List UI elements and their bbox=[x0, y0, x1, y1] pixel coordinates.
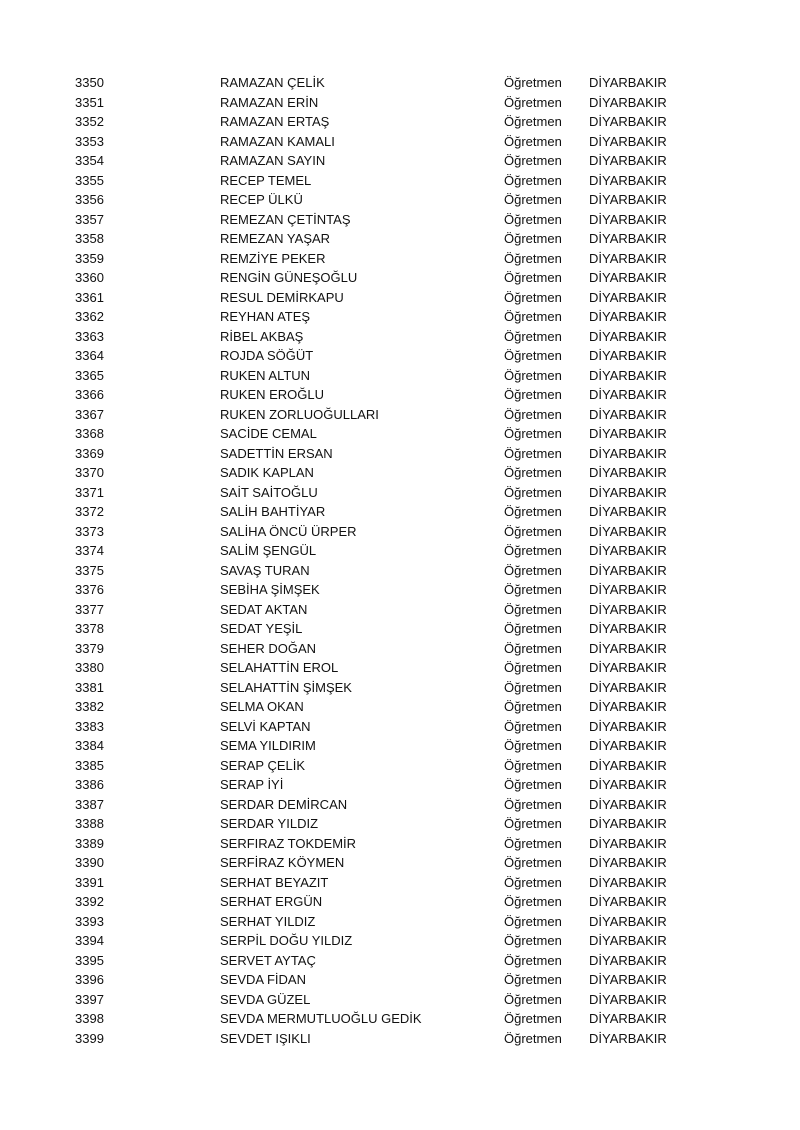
occupation: Öğretmen bbox=[504, 738, 562, 753]
row-number: 3387 bbox=[75, 796, 104, 812]
occupation: Öğretmen bbox=[504, 855, 562, 870]
occupation: Öğretmen bbox=[504, 1030, 562, 1046]
occupation: Öğretmen bbox=[504, 192, 562, 207]
occupation: Öğretmen bbox=[504, 328, 562, 344]
list-row bbox=[0, 307, 800, 327]
person-name: SADETTİN ERSAN bbox=[220, 445, 333, 461]
row-number: 3356 bbox=[75, 192, 104, 207]
person-name: SERFIRAZ TOKDEMİR bbox=[220, 835, 357, 851]
city: DİYARBAKIR bbox=[589, 874, 667, 890]
list-row bbox=[0, 717, 800, 737]
list-row bbox=[0, 853, 800, 873]
city: DİYARBAKIR bbox=[589, 465, 667, 480]
occupation: Öğretmen bbox=[504, 601, 562, 617]
person-name: REMZİYE PEKER bbox=[220, 250, 326, 266]
occupation: Öğretmen bbox=[504, 835, 562, 851]
person-name: REMEZAN ÇETİNTAŞ bbox=[220, 211, 351, 227]
city: DİYARBAKIR bbox=[589, 114, 667, 129]
row-number: 3353 bbox=[75, 133, 104, 149]
list-row bbox=[0, 502, 800, 522]
row-number: 3366 bbox=[75, 387, 104, 402]
occupation: Öğretmen bbox=[504, 621, 562, 636]
row-number: 3395 bbox=[75, 952, 104, 968]
row-number: 3396 bbox=[75, 972, 104, 987]
occupation: Öğretmen bbox=[504, 718, 562, 734]
city: DİYARBAKIR bbox=[589, 231, 667, 246]
list-row bbox=[0, 132, 800, 152]
occupation: Öğretmen bbox=[504, 133, 562, 149]
occupation: Öğretmen bbox=[504, 757, 562, 773]
occupation: Öğretmen bbox=[504, 582, 562, 597]
person-name: ROJDA SÖĞÜT bbox=[220, 348, 314, 363]
list-row bbox=[0, 405, 800, 425]
row-number: 3392 bbox=[75, 894, 104, 909]
person-name: RAMAZAN KAMALI bbox=[220, 133, 335, 149]
list-row bbox=[0, 697, 800, 717]
city: DİYARBAKIR bbox=[589, 367, 667, 383]
row-number: 3361 bbox=[75, 289, 104, 305]
row-number: 3376 bbox=[75, 582, 104, 597]
occupation: Öğretmen bbox=[504, 660, 562, 675]
occupation: Öğretmen bbox=[504, 699, 562, 714]
list-row bbox=[0, 249, 800, 269]
list-row bbox=[0, 327, 800, 347]
city: DİYARBAKIR bbox=[589, 387, 667, 402]
occupation: Öğretmen bbox=[504, 114, 562, 129]
city: DİYARBAKIR bbox=[589, 894, 667, 909]
list-row bbox=[0, 814, 800, 834]
list-row bbox=[0, 756, 800, 776]
city: DİYARBAKIR bbox=[589, 172, 667, 188]
occupation: Öğretmen bbox=[504, 172, 562, 188]
person-name: SEVDET IŞIKLI bbox=[220, 1030, 311, 1046]
occupation: Öğretmen bbox=[504, 816, 562, 831]
person-name: SALİH BAHTİYAR bbox=[220, 504, 326, 519]
occupation: Öğretmen bbox=[504, 445, 562, 461]
person-name: SERDAR YILDIZ bbox=[220, 816, 319, 831]
row-number: 3355 bbox=[75, 172, 104, 188]
city: DİYARBAKIR bbox=[589, 601, 667, 617]
row-number: 3389 bbox=[75, 835, 104, 851]
row-number: 3381 bbox=[75, 679, 104, 695]
occupation: Öğretmen bbox=[504, 309, 562, 324]
list-row bbox=[0, 463, 800, 483]
occupation: Öğretmen bbox=[504, 250, 562, 266]
person-name: SERAP ÇELİK bbox=[220, 757, 306, 773]
row-number: 3352 bbox=[75, 114, 104, 129]
row-number: 3390 bbox=[75, 855, 104, 870]
person-name: SEMA YILDIRIM bbox=[220, 738, 316, 753]
occupation: Öğretmen bbox=[504, 348, 562, 363]
row-number: 3388 bbox=[75, 816, 104, 831]
row-number: 3378 bbox=[75, 621, 104, 636]
row-number: 3358 bbox=[75, 231, 104, 246]
city: DİYARBAKIR bbox=[589, 426, 667, 441]
person-name: RAMAZAN ÇELİK bbox=[220, 75, 325, 90]
row-number: 3377 bbox=[75, 601, 104, 617]
row-number: 3398 bbox=[75, 1011, 104, 1026]
person-name: SAVAŞ TURAN bbox=[220, 562, 310, 578]
row-number: 3397 bbox=[75, 991, 104, 1007]
row-number: 3384 bbox=[75, 738, 104, 753]
occupation: Öğretmen bbox=[504, 679, 562, 695]
list-row bbox=[0, 424, 800, 444]
row-number: 3365 bbox=[75, 367, 104, 383]
person-name: RUKEN ALTUN bbox=[220, 367, 311, 383]
person-name: SERHAT YILDIZ bbox=[220, 913, 316, 929]
occupation: Öğretmen bbox=[504, 933, 562, 948]
person-name: SERPİL DOĞU YILDIZ bbox=[220, 933, 353, 948]
list-row bbox=[0, 112, 800, 132]
person-name: SALİM ŞENGÜL bbox=[220, 543, 317, 558]
row-number: 3399 bbox=[75, 1030, 104, 1046]
city: DİYARBAKIR bbox=[589, 543, 667, 558]
list-row bbox=[0, 873, 800, 893]
occupation: Öğretmen bbox=[504, 406, 562, 422]
city: DİYARBAKIR bbox=[589, 309, 667, 324]
row-number: 3351 bbox=[75, 94, 104, 110]
list-row bbox=[0, 795, 800, 815]
occupation: Öğretmen bbox=[504, 426, 562, 441]
occupation: Öğretmen bbox=[504, 1011, 562, 1026]
person-name: RESUL DEMİRKAPU bbox=[220, 289, 344, 305]
person-name: SELMA OKAN bbox=[220, 699, 304, 714]
list-row bbox=[0, 385, 800, 405]
row-number: 3393 bbox=[75, 913, 104, 929]
list-row bbox=[0, 190, 800, 210]
row-number: 3385 bbox=[75, 757, 104, 773]
row-number: 3363 bbox=[75, 328, 104, 344]
person-name: RECEP TEMEL bbox=[220, 172, 312, 188]
city: DİYARBAKIR bbox=[589, 718, 667, 734]
city: DİYARBAKIR bbox=[589, 913, 667, 929]
document-list bbox=[0, 73, 800, 1048]
list-row bbox=[0, 522, 800, 542]
occupation: Öğretmen bbox=[504, 796, 562, 812]
occupation: Öğretmen bbox=[504, 270, 562, 285]
city: DİYARBAKIR bbox=[589, 289, 667, 305]
list-row bbox=[0, 619, 800, 639]
list-row bbox=[0, 912, 800, 932]
list-row bbox=[0, 970, 800, 990]
row-number: 3357 bbox=[75, 211, 104, 227]
city: DİYARBAKIR bbox=[589, 796, 667, 812]
city: DİYARBAKIR bbox=[589, 406, 667, 422]
person-name: SERHAT BEYAZIT bbox=[220, 874, 329, 890]
row-number: 3379 bbox=[75, 640, 104, 656]
city: DİYARBAKIR bbox=[589, 504, 667, 519]
list-row bbox=[0, 210, 800, 230]
occupation: Öğretmen bbox=[504, 367, 562, 383]
person-name: SERFİRAZ KÖYMEN bbox=[220, 855, 345, 870]
row-number: 3367 bbox=[75, 406, 104, 422]
person-name: SERDAR DEMİRCAN bbox=[220, 796, 348, 812]
list-row bbox=[0, 639, 800, 659]
person-name: RAMAZAN SAYIN bbox=[220, 153, 326, 168]
row-number: 3382 bbox=[75, 699, 104, 714]
city: DİYARBAKIR bbox=[589, 484, 667, 500]
occupation: Öğretmen bbox=[504, 543, 562, 558]
occupation: Öğretmen bbox=[504, 289, 562, 305]
occupation: Öğretmen bbox=[504, 465, 562, 480]
row-number: 3369 bbox=[75, 445, 104, 461]
list-row bbox=[0, 600, 800, 620]
row-number: 3360 bbox=[75, 270, 104, 285]
person-name: SEVDA MERMUTLUOĞLU GEDİK bbox=[220, 1011, 422, 1026]
occupation: Öğretmen bbox=[504, 874, 562, 890]
list-row bbox=[0, 444, 800, 464]
person-name: RAMAZAN ERİN bbox=[220, 94, 319, 110]
occupation: Öğretmen bbox=[504, 523, 562, 539]
person-name: RİBEL AKBAŞ bbox=[220, 328, 304, 344]
person-name: SAİT SAİTOĞLU bbox=[220, 484, 318, 500]
city: DİYARBAKIR bbox=[589, 699, 667, 714]
row-number: 3373 bbox=[75, 523, 104, 539]
list-row bbox=[0, 171, 800, 191]
list-row bbox=[0, 658, 800, 678]
city: DİYARBAKIR bbox=[589, 1030, 667, 1046]
list-row bbox=[0, 892, 800, 912]
occupation: Öğretmen bbox=[504, 484, 562, 500]
occupation: Öğretmen bbox=[504, 777, 562, 792]
person-name: REMEZAN YAŞAR bbox=[220, 231, 331, 246]
occupation: Öğretmen bbox=[504, 913, 562, 929]
person-name: SELAHATTİN EROL bbox=[220, 660, 339, 675]
city: DİYARBAKIR bbox=[589, 816, 667, 831]
city: DİYARBAKIR bbox=[589, 621, 667, 636]
person-name: RECEP ÜLKÜ bbox=[220, 192, 303, 207]
occupation: Öğretmen bbox=[504, 211, 562, 227]
occupation: Öğretmen bbox=[504, 952, 562, 968]
person-name: SEHER DOĞAN bbox=[220, 640, 317, 656]
list-row bbox=[0, 951, 800, 971]
occupation: Öğretmen bbox=[504, 562, 562, 578]
row-number: 3368 bbox=[75, 426, 104, 441]
city: DİYARBAKIR bbox=[589, 75, 667, 90]
list-row bbox=[0, 834, 800, 854]
list-row bbox=[0, 580, 800, 600]
row-number: 3372 bbox=[75, 504, 104, 519]
city: DİYARBAKIR bbox=[589, 777, 667, 792]
person-name: SEDAT YEŞİL bbox=[220, 621, 303, 636]
occupation: Öğretmen bbox=[504, 991, 562, 1007]
row-number: 3370 bbox=[75, 465, 104, 480]
list-row bbox=[0, 93, 800, 113]
occupation: Öğretmen bbox=[504, 153, 562, 168]
city: DİYARBAKIR bbox=[589, 738, 667, 753]
occupation: Öğretmen bbox=[504, 640, 562, 656]
city: DİYARBAKIR bbox=[589, 1011, 667, 1026]
occupation: Öğretmen bbox=[504, 894, 562, 909]
list-row bbox=[0, 561, 800, 581]
list-row bbox=[0, 229, 800, 249]
row-number: 3350 bbox=[75, 75, 104, 90]
city: DİYARBAKIR bbox=[589, 250, 667, 266]
city: DİYARBAKIR bbox=[589, 757, 667, 773]
person-name: SELAHATTİN ŞİMŞEK bbox=[220, 679, 352, 695]
city: DİYARBAKIR bbox=[589, 952, 667, 968]
row-number: 3364 bbox=[75, 348, 104, 363]
list-row bbox=[0, 366, 800, 386]
person-name: SEVDA FİDAN bbox=[220, 972, 306, 987]
city: DİYARBAKIR bbox=[589, 270, 667, 285]
city: DİYARBAKIR bbox=[589, 835, 667, 851]
row-number: 3374 bbox=[75, 543, 104, 558]
list-row bbox=[0, 1029, 800, 1049]
person-name: RUKEN ZORLUOĞULLARI bbox=[220, 406, 379, 422]
list-row bbox=[0, 990, 800, 1010]
person-name: SEDAT AKTAN bbox=[220, 601, 308, 617]
city: DİYARBAKIR bbox=[589, 679, 667, 695]
person-name: SEVDA GÜZEL bbox=[220, 991, 311, 1007]
list-row bbox=[0, 541, 800, 561]
person-name: SALİHA ÖNCÜ ÜRPER bbox=[220, 523, 357, 539]
city: DİYARBAKIR bbox=[589, 933, 667, 948]
list-row bbox=[0, 1009, 800, 1029]
city: DİYARBAKIR bbox=[589, 328, 667, 344]
person-name: SEBİHA ŞİMŞEK bbox=[220, 582, 320, 597]
list-row bbox=[0, 268, 800, 288]
city: DİYARBAKIR bbox=[589, 348, 667, 363]
row-number: 3386 bbox=[75, 777, 104, 792]
city: DİYARBAKIR bbox=[589, 211, 667, 227]
city: DİYARBAKIR bbox=[589, 133, 667, 149]
list-row bbox=[0, 288, 800, 308]
city: DİYARBAKIR bbox=[589, 972, 667, 987]
city: DİYARBAKIR bbox=[589, 192, 667, 207]
list-row bbox=[0, 73, 800, 93]
list-row bbox=[0, 151, 800, 171]
person-name: REYHAN ATEŞ bbox=[220, 309, 311, 324]
list-row bbox=[0, 483, 800, 503]
person-name: RENGİN GÜNEŞOĞLU bbox=[220, 270, 358, 285]
occupation: Öğretmen bbox=[504, 504, 562, 519]
person-name: RUKEN EROĞLU bbox=[220, 387, 325, 402]
city: DİYARBAKIR bbox=[589, 523, 667, 539]
occupation: Öğretmen bbox=[504, 387, 562, 402]
person-name: RAMAZAN ERTAŞ bbox=[220, 114, 330, 129]
city: DİYARBAKIR bbox=[589, 445, 667, 461]
list-row bbox=[0, 775, 800, 795]
list-row bbox=[0, 736, 800, 756]
row-number: 3380 bbox=[75, 660, 104, 675]
row-number: 3383 bbox=[75, 718, 104, 734]
person-name: SELVİ KAPTAN bbox=[220, 718, 311, 734]
occupation: Öğretmen bbox=[504, 94, 562, 110]
city: DİYARBAKIR bbox=[589, 640, 667, 656]
occupation: Öğretmen bbox=[504, 231, 562, 246]
person-name: SERVET AYTAÇ bbox=[220, 952, 316, 968]
city: DİYARBAKIR bbox=[589, 562, 667, 578]
occupation: Öğretmen bbox=[504, 75, 562, 90]
row-number: 3394 bbox=[75, 933, 104, 948]
row-number: 3362 bbox=[75, 309, 104, 324]
city: DİYARBAKIR bbox=[589, 153, 667, 168]
city: DİYARBAKIR bbox=[589, 582, 667, 597]
occupation: Öğretmen bbox=[504, 972, 562, 987]
row-number: 3375 bbox=[75, 562, 104, 578]
city: DİYARBAKIR bbox=[589, 855, 667, 870]
person-name: SADIK KAPLAN bbox=[220, 465, 314, 480]
city: DİYARBAKIR bbox=[589, 660, 667, 675]
list-row bbox=[0, 678, 800, 698]
row-number: 3354 bbox=[75, 153, 104, 168]
person-name: SERHAT ERGÜN bbox=[220, 894, 323, 909]
list-row bbox=[0, 931, 800, 951]
person-name: SACİDE CEMAL bbox=[220, 426, 317, 441]
city: DİYARBAKIR bbox=[589, 94, 667, 110]
list-row bbox=[0, 346, 800, 366]
city: DİYARBAKIR bbox=[589, 991, 667, 1007]
row-number: 3371 bbox=[75, 484, 104, 500]
row-number: 3391 bbox=[75, 874, 104, 890]
person-name: SERAP İYİ bbox=[220, 777, 284, 792]
row-number: 3359 bbox=[75, 250, 104, 266]
